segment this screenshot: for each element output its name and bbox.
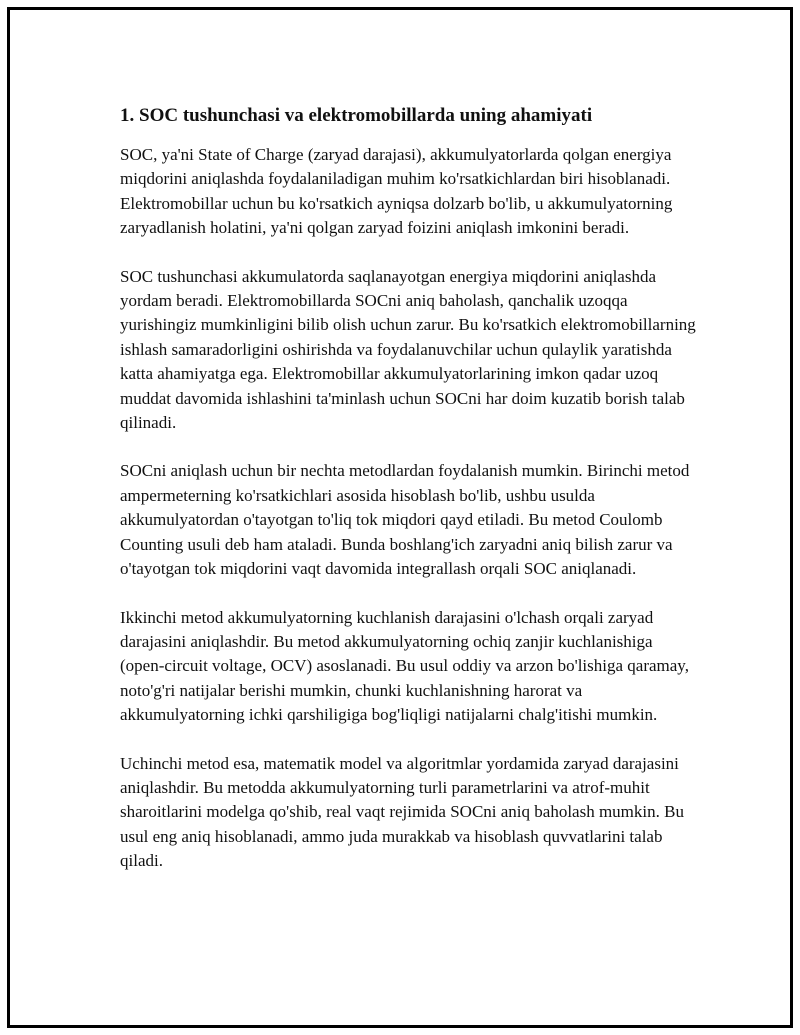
paragraph-soc-definition: SOC, ya'ni State of Charge (zaryad darajasi), akkumulyatorlarda qolgan energiya miqdorini aniqlashda foydalaniladigan muhim ko'rsatkichlardan biri hisoblanadi. Elektromobillar uchun bu ko'rsatkich ayniqsa dolzarb bo'lib, u akkumulyatorning zaryadlanish holatini, ya'ni qolgan zaryad foizini aniqlash imkonini beradi. (120, 145, 673, 238)
page-frame (7, 7, 793, 1028)
paragraph-method-ocv: Ikkinchi metod akkumulyatorning kuchlanish darajasini o'lchash orqali zaryad darajasini aniqlashdir. Bu metod akkumulyatorning ochiq zanjir kuchlanishiga (open-circuit voltage, OCV) asoslanadi. Bu usul oddiy va arzon bo'lishiga qaramay, noto'g'ri natijalar berishi mumkin, chunki kuchlanishning harorat va akkumulyatorning ichki qarshiligiga bog'liqligi natijalarni chalg'itishi mumkin. (120, 607, 689, 725)
section-heading: 1. SOC tushunchasi va elektromobillarda uning ahamiyati (120, 105, 593, 126)
paragraph-method-model-based: Uchinchi metod esa, matematik model va algoritmlar yordamida zaryad darajasini aniqlashdir. Bu metodda akkumulyatorning turli parametrlarini va atrof-muhit sharoitlarini modelga qo'shib, real vaqt rejimida SOCni aniq baholash mumkin. Bu usul eng aniq hisoblanadi, ammo juda murakkab va hisoblash quvvatlarini talab qiladi. (120, 753, 684, 871)
document-body (120, 103, 700, 898)
paragraph-soc-importance: SOC tushunchasi akkumulatorda saqlanayotgan energiya miqdorini aniqlashda yordam beradi. Elektromobillarda SOCni aniq baholash, qanchalik uzoqqa yurishingiz mumkinligini bilib olish uchun zarur. Bu ko'rsatkich elektromobillarning ishlash samaradorligini oshirishda va foydalanuvchilar uchun qulaylik yaratishda katta ahamiyatga ega. Elektromobillar akkumulyatorlarining imkon qadar uzoq muddat davomida ishlashini ta'minlash uchun SOCni har doim kuzatib borish talab qilinadi. (120, 266, 696, 433)
paragraph-method-coulomb-counting: SOCni aniqlash uchun bir nechta metodlardan foydalanish mumkin. Birinchi metod ampermeterning ko'rsatkichlari asosida hisoblash bo'lib, ushbu usulda akkumulyatordan o'tayotgan to'liq tok miqdori qayd etiladi. Bu metod Coulomb Counting usuli deb ham ataladi. Bunda boshlang'ich zaryadni aniq bilish zarur va o'tayotgan tok miqdorini vaqt davomida integrallash orqali SOC aniqlanadi. (120, 461, 690, 579)
